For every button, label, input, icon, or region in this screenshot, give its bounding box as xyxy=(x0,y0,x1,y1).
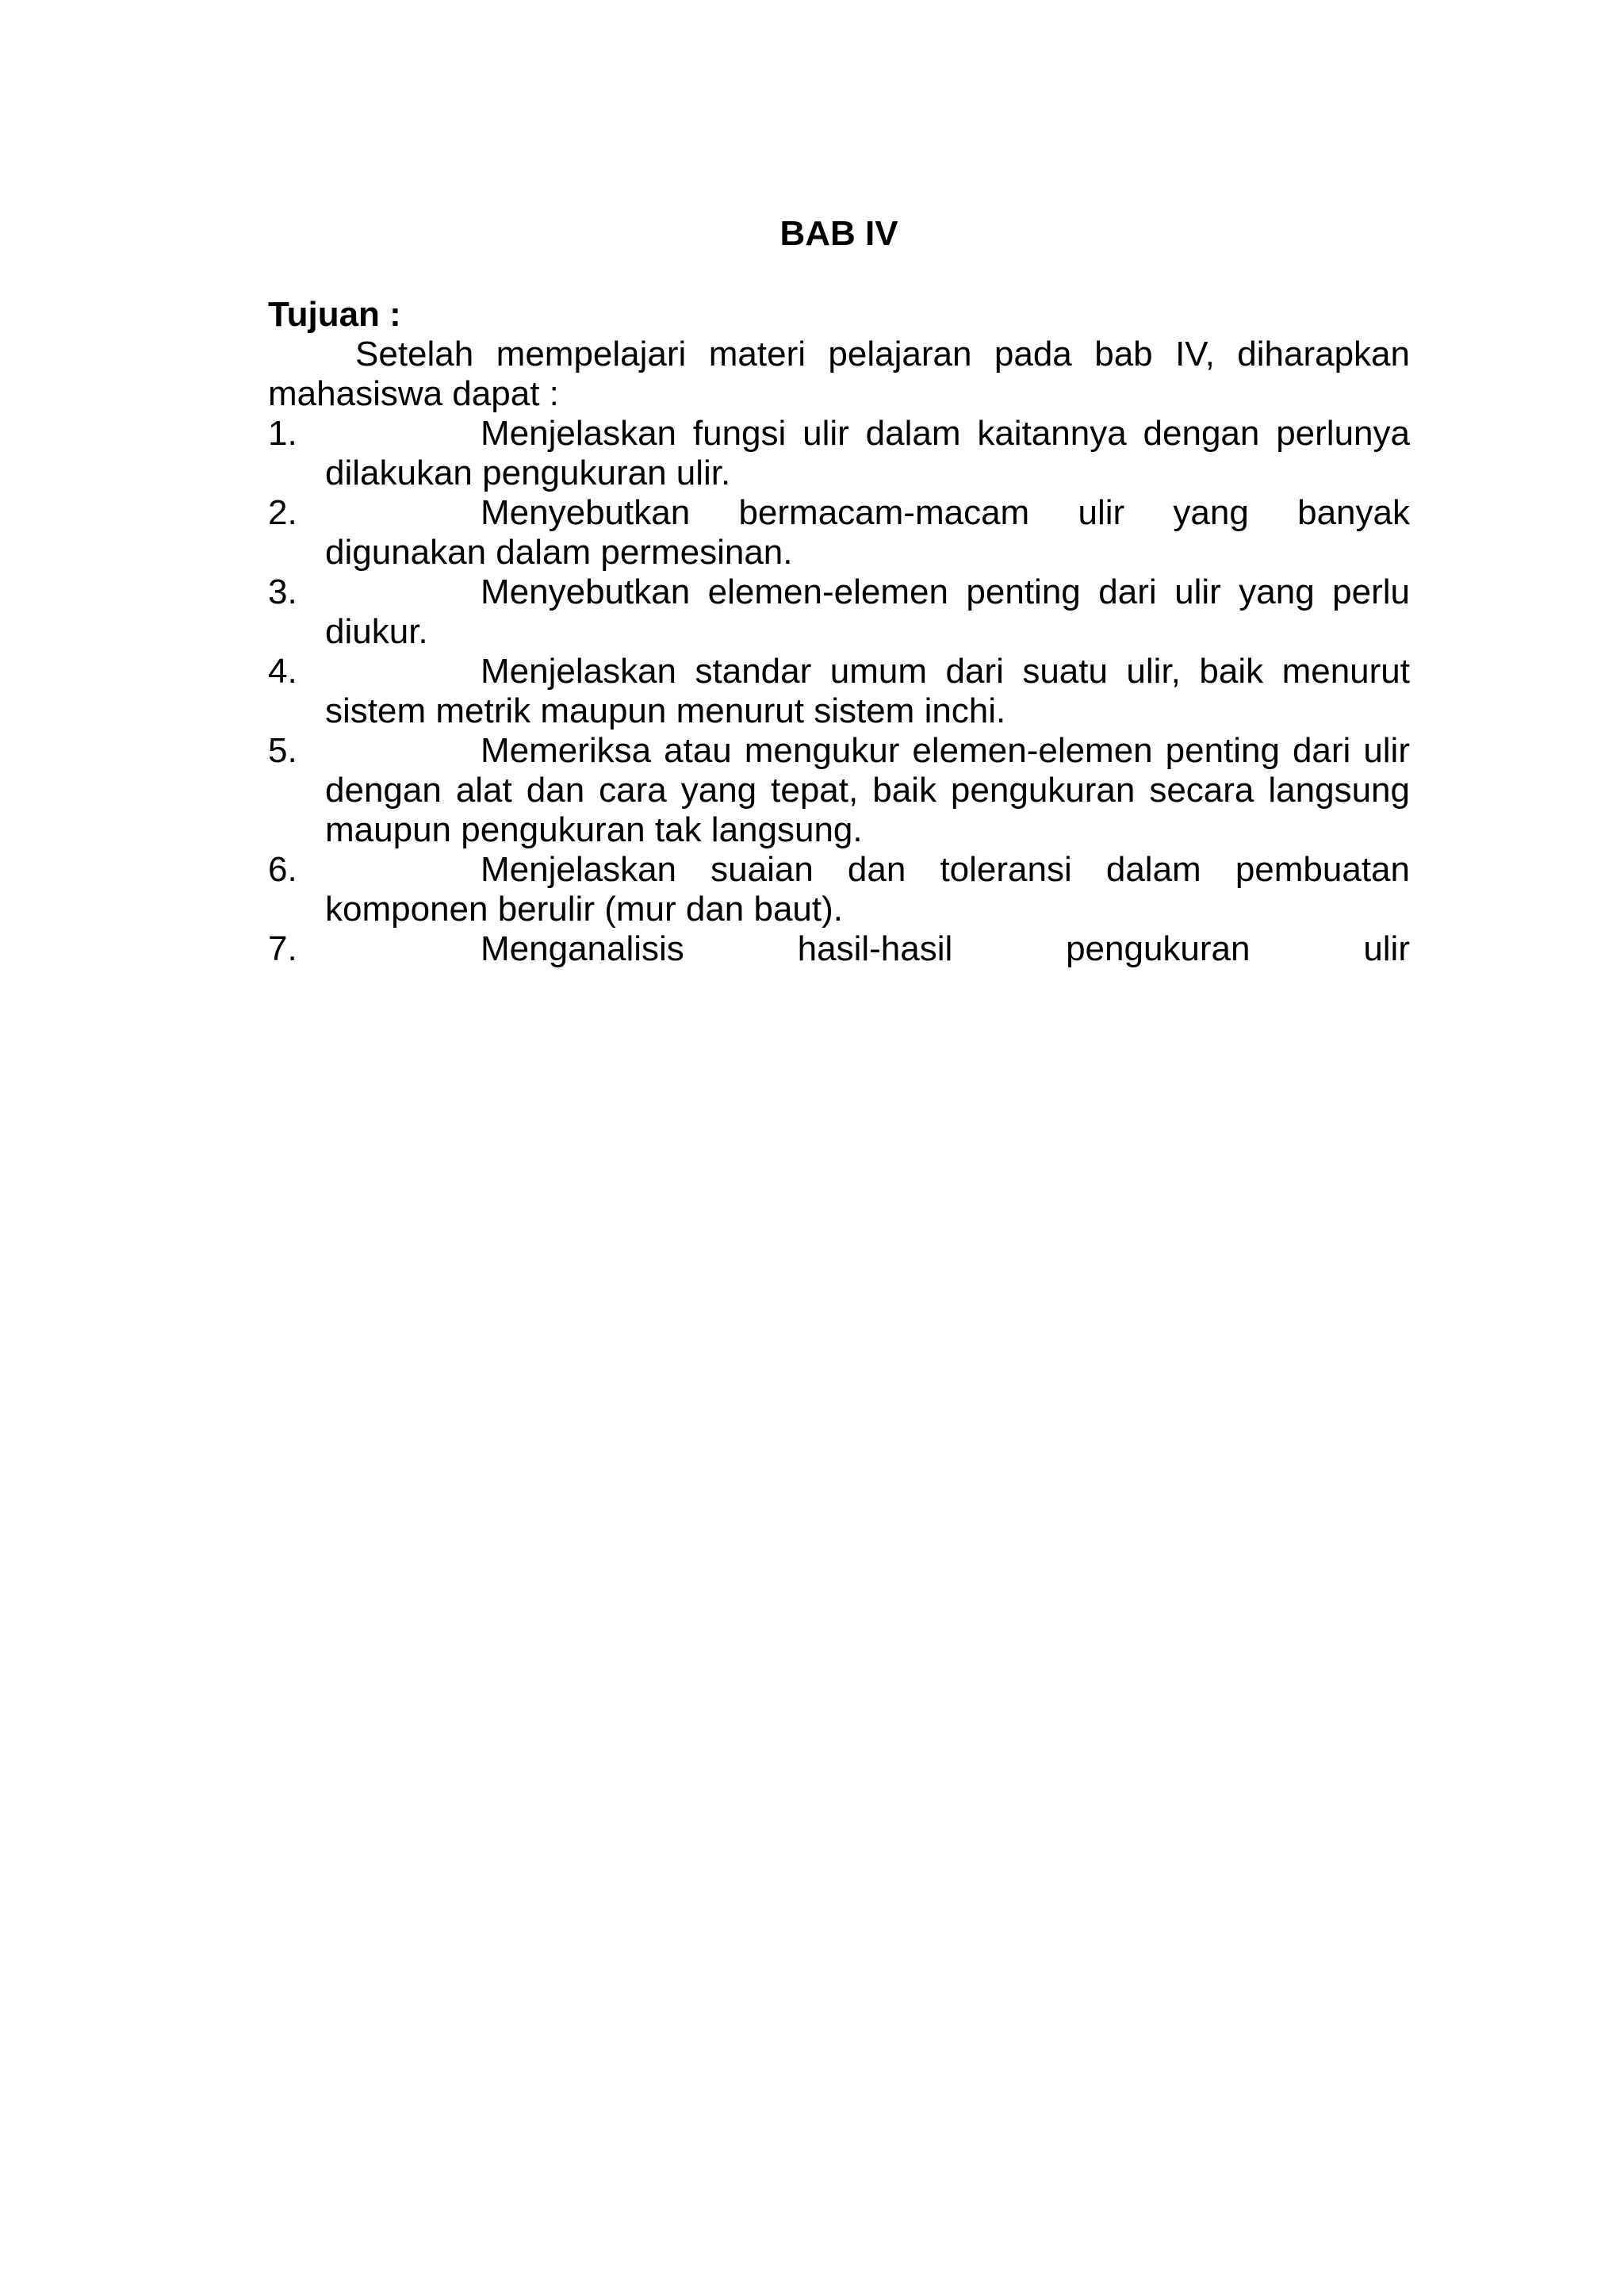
objective-text: Menganalisis hasil-hasil pengukuran ulir xyxy=(481,929,1410,968)
objective-number: 1. xyxy=(268,414,297,453)
page-content xyxy=(268,214,1410,969)
chapter-title: BAB IV xyxy=(779,214,898,253)
objective-number: 7. xyxy=(268,929,297,968)
objective-text: Menjelaskan fungsi ulir dalam kaitannya dengan perlunya dilakukan pengukuran ulir. xyxy=(325,414,1410,492)
objective-item xyxy=(268,929,1410,969)
objective-item xyxy=(268,573,1410,652)
objective-text: Menjelaskan standar umum dari suatu ulir, baik menurut sistem metrik maupun menurut sistem inchi. xyxy=(325,652,1410,730)
objective-number: 3. xyxy=(268,573,297,611)
objective-number: 6. xyxy=(268,850,297,889)
objective-number: 2. xyxy=(268,493,297,532)
objective-number: 4. xyxy=(268,652,297,691)
objective-item xyxy=(268,850,1410,929)
objectives-list xyxy=(268,414,1410,969)
objective-item xyxy=(268,652,1410,731)
objective-text: Menjelaskan suaian dan toleransi dalam pembuatan komponen berulir (mur dan baut). xyxy=(325,850,1410,929)
objective-text: Memeriksa atau mengukur elemen-elemen penting dari ulir dengan alat dan cara yang tepat, baik pengukuran secara langsung maupun pengukuran tak langsung. xyxy=(325,731,1410,849)
objective-item xyxy=(268,731,1410,850)
objective-text: Menyebutkan bermacam-macam ulir yang banyak digunakan dalam permesinan. xyxy=(325,493,1410,572)
objective-number: 5. xyxy=(268,731,297,770)
objective-text: Menyebutkan elemen-elemen penting dari ulir yang perlu diukur. xyxy=(325,573,1410,651)
section-heading: Tujuan : xyxy=(268,295,401,334)
intro-paragraph: Setelah mempelajari materi pelajaran pada bab IV, diharapkan mahasiswa dapat : xyxy=(268,335,1410,413)
objective-item xyxy=(268,414,1410,493)
objective-item xyxy=(268,493,1410,573)
